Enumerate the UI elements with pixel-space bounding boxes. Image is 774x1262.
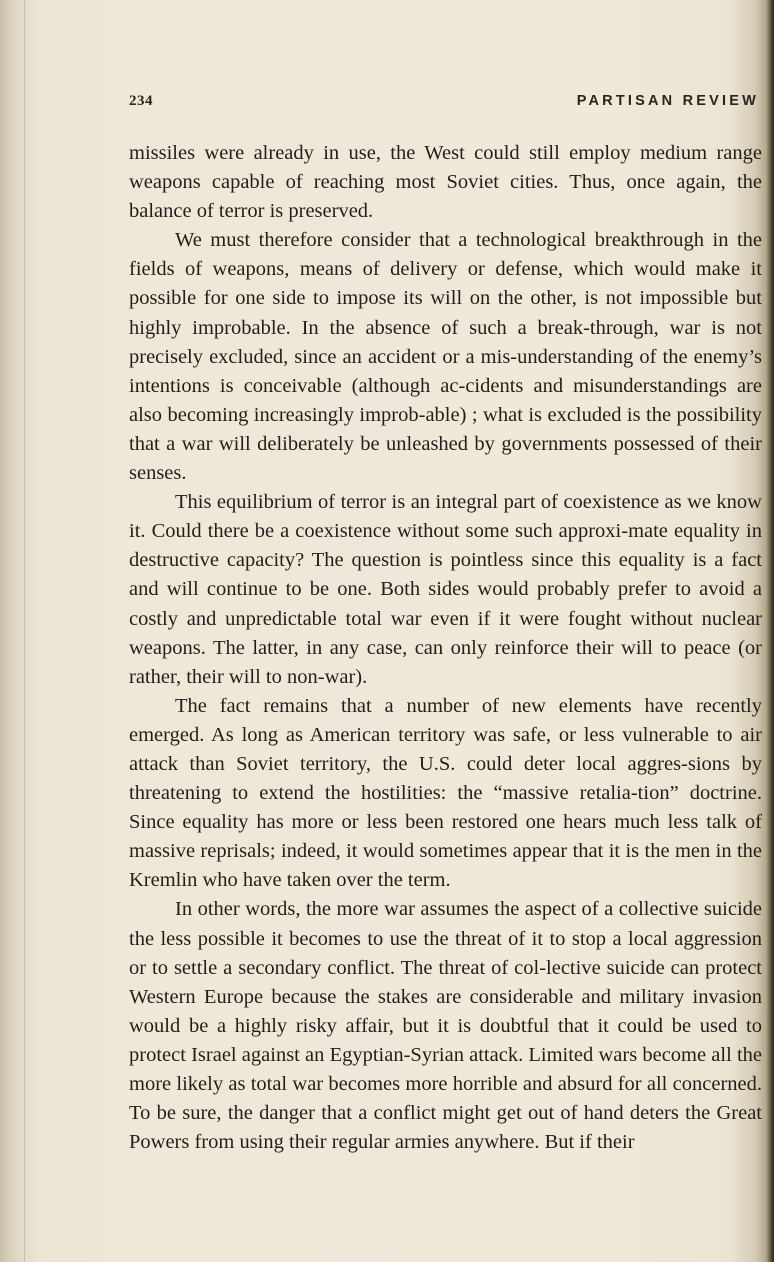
paragraph: This equilibrium of terror is an integral part of coexistence as we know it. Could there be a coexistence without some such approxi-mate equality in destructive capacity? The question is pointless since this equality is a fact and will continue to be one. Both sides would probably prefer to avoid a costly and unpredictable total war even if it were fought without nuclear weapons. The latter, in any case, can only reinforce their will to peace (or rather, their will to non-war). bbox=[129, 491, 762, 688]
page-gutter bbox=[24, 0, 25, 1262]
paragraph: The fact remains that a number of new elements have recently emerged. As long as American territory was safe, or less vulnerable to air attack than Soviet territory, the U.S. could deter local aggres-sions by threatening to extend the hostilities: the “massive retalia-tion” doctrine. Since equality has more or less been restored one hears much less talk of massive reprisals; indeed, it would sometimes appear that it is the men in the Kremlin who have taken over the term. bbox=[129, 694, 762, 892]
running-head bbox=[129, 93, 759, 117]
body-text bbox=[129, 139, 762, 1157]
paragraph-continued: missiles were already in use, the West could still employ medium range weapons capable of reaching most Soviet cities. Thus, once again, the balance of terror is preserved. bbox=[129, 142, 762, 223]
journal-title: PARTISAN REVIEW bbox=[576, 93, 759, 109]
paragraph: In other words, the more war assumes the aspect of a collective suicide the less possible it becomes to use the threat of it to stop a local aggression or to settle a secondary conflict. The threat of col-lective suicide can protect Western Europe because the stakes are considerable and military invasion would be a highly risky affair, but it is doubtful that it could be used to protect Israel against an Egyptian-Syrian attack. Limited wars become all the more likely as total war becomes more horrible and absurd for all concerned. To be sure, the danger that a conflict might get out of hand deters the Great Powers from using their regular armies anywhere. But if their bbox=[129, 898, 762, 1154]
page-number: 234 bbox=[129, 93, 153, 109]
paragraph: We must therefore consider that a technological breakthrough in the fields of weapons, means of delivery or defense, which would make it possible for one side to impose its will on the other, is not impossible but highly improbable. In the absence of such a break-through, war is not precisely excluded, since an accident or a mis-understanding of the enemy’s intentions is conceivable (although ac-cidents and misunderstandings are also becoming increasingly improb-able) ; what is excluded is the possibility that a war will deliberately be unleashed by governments possessed of their senses. bbox=[129, 229, 762, 485]
